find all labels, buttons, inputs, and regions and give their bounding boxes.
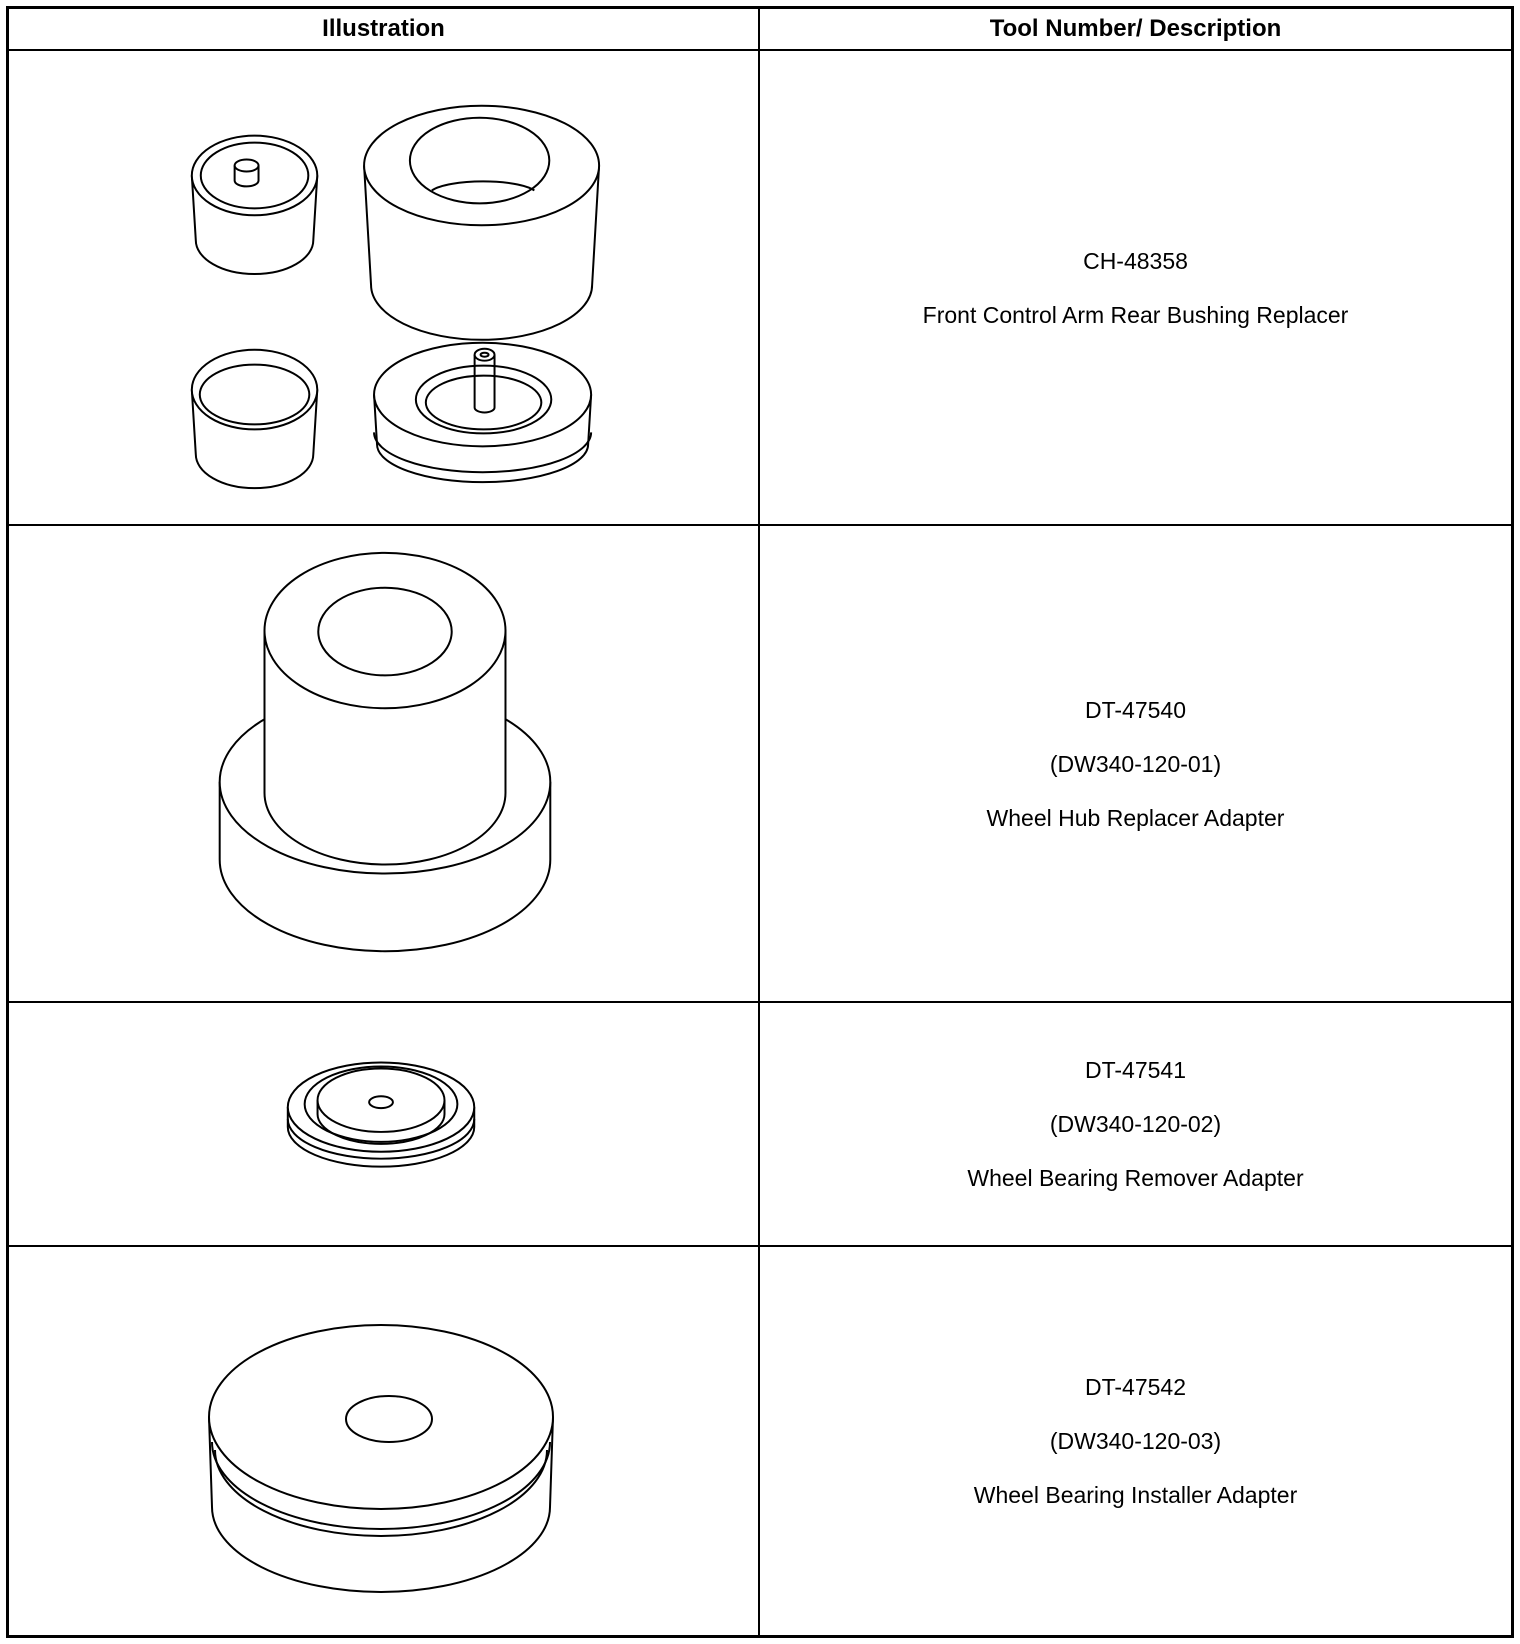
tool-number: CH-48358 [1083,247,1188,274]
special-tools-table [6,6,1514,1638]
tool-number: DT-47541 [1084,1057,1186,1083]
tool-illustration-hub-replacer-adapter [9,526,758,1001]
table-row [9,1247,1511,1635]
tool-alt-number: (DW340-120-01) [1049,750,1222,777]
header-tool-description: Tool Number/ Description [989,15,1282,42]
tool-alt-number: (DW340-120-02) [1049,1111,1222,1137]
bushing-replacer-set-drawing [9,51,758,524]
tool-number: DT-47542 [1084,1374,1186,1400]
tool-description [760,1247,1511,1635]
tool-illustration-bushing-replacer-set [9,51,758,524]
tool-alt-number: (DW340-120-03) [1049,1428,1222,1454]
tool-illustration-bearing-remover-adapter [9,1003,758,1245]
bearing-installer-adapter-drawing [9,1247,758,1635]
tool-number: DT-47540 [1084,696,1186,723]
large-disc-with-pin [374,343,591,482]
tool-name: Wheel Hub Replacer Adapter [986,804,1285,831]
tool-description [760,1003,1511,1245]
header-illustration: Illustration [322,15,445,42]
table-header-row [9,9,1511,51]
large-ring-tool [364,106,599,340]
tool-name: Wheel Bearing Remover Adapter [967,1165,1304,1191]
tool-name: Wheel Bearing Installer Adapter [973,1482,1298,1508]
small-cup-with-pin [192,136,317,274]
hub-replacer-adapter-drawing [9,526,758,1001]
table-row [9,51,1511,526]
table-row [9,1003,1511,1247]
tool-description [760,51,1511,524]
tool-illustration-bearing-installer-adapter [9,1247,758,1635]
tool-name: Front Control Arm Rear Bushing Replacer [922,301,1349,328]
small-ring-tool [192,350,317,488]
tool-description [760,526,1511,1001]
table-row [9,526,1511,1003]
bearing-remover-adapter-drawing [9,1003,758,1245]
